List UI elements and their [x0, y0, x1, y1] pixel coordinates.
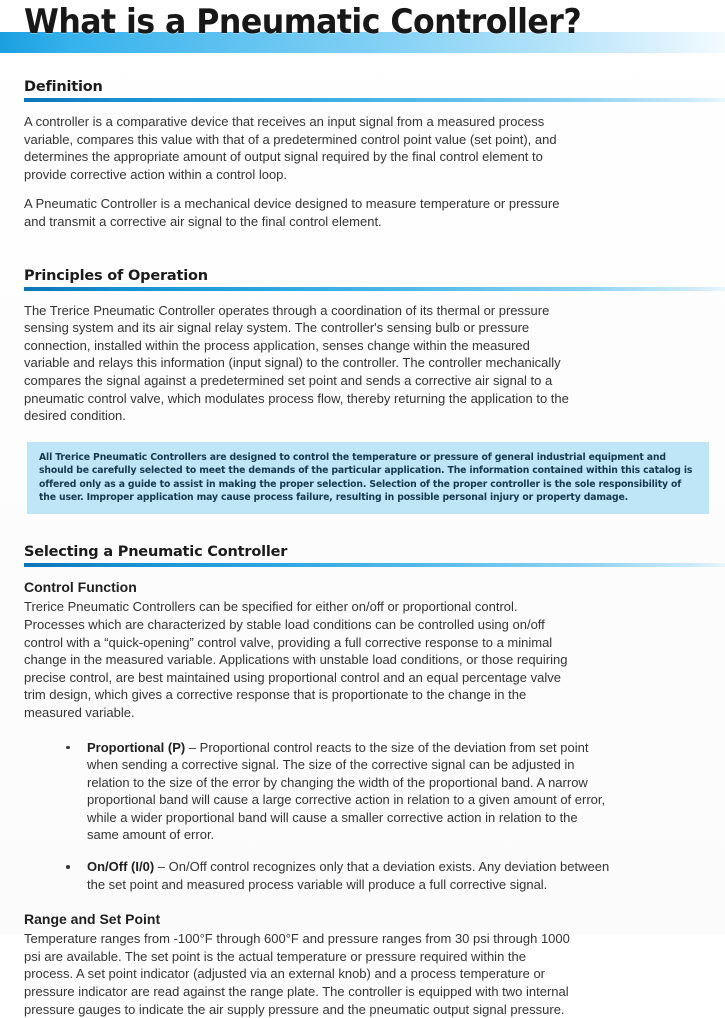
definition-paragraph-2: A Pneumatic Controller is a mechanical device designed to measure temperature or pressure and transmit a corrective air signal to the final control element.: [24, 196, 560, 229]
list-item: [64, 858, 611, 893]
notice-text: All Trerice Pneumatic Controllers are designed to control the temperature or pressure of general industrial equipment and should be carefully selected to meet the demands of the particular application. The information contained within this catalog is offered only as a guide to assist in making the proper selection. Selection of the proper controller is the sole responsibility of the user. Improper application may cause process failure, resulting in possible personal injury or property damage.: [39, 451, 693, 503]
notice-callout-box: [27, 442, 709, 515]
principles-paragraph-1: The Trerice Pneumatic Controller operates through a coordination of its thermal or pressure sensing system and its air signal relay system. The controller's sensing bulb or pressure connection, installed within the process application, senses change within the measured variable and relays this information (input signal) to the controller. The controller mechanically compares the signal against a predetermined set point and sends a corrective air signal to a pneumatic control valve, which modulates process flow, thereby returning the application to the desired condition.: [24, 302, 569, 424]
spacer: [24, 425, 711, 442]
spacer: [24, 102, 711, 113]
spacer: [24, 62, 711, 79]
bullet-text: – Proportional control reacts to the size of the deviation from set point when sending a corrective signal. The size of the corrective signal can be adjusted in relation to the size of the error by changing the width of the proportional band. A narrow proportional band will cause a large corrective action in relation to a given amount of error, while a wider proportional band will cause a smaller corrective action in relation to the same amount of error.: [87, 739, 606, 843]
bullet-dot-icon: [66, 746, 70, 750]
control-function-paragraph: Trerice Pneumatic Controllers can be specified for either on/off or proportional control. Processes which are characterized by stable load conditions can be controlled using on/off control with a “quick-opening” control valve, providing a full corrective response to a minimal change in the measured variable. Applications with unstable load conditions, or those requiring precise control, are best maintained using proportional control and an equal percentage valve trim design, which gives a corrective response that is proportionate to the change in the measured variable.: [24, 599, 568, 720]
spacer: [24, 722, 711, 739]
spacer: [24, 231, 711, 268]
document-content: [0, 62, 725, 1018]
section-heading-principles: Principles of Operation: [24, 267, 208, 284]
definition-paragraph-1: A controller is a comparative device that receives an input signal from a measured process variable, compares this value with that of a predetermined control point value (set point), and determines the appropriate amount of output signal required by the final control element to provide corrective action within a control loop.: [24, 114, 557, 182]
control-function-bullet-list: [24, 739, 711, 894]
page-masthead: [0, 0, 725, 62]
spacer: [24, 567, 711, 578]
spacer: [24, 291, 711, 302]
bullet-term: On/Off (I/0): [87, 859, 155, 875]
page-title: What is a Pneumatic Controller?: [24, 2, 582, 42]
subheading-range-and-set-point: Range and Set Point: [24, 911, 161, 928]
section-heading-definition: Definition: [24, 79, 103, 95]
spacer: [24, 514, 711, 544]
bullet-term: Proportional (P): [87, 739, 186, 755]
list-item: [64, 739, 611, 845]
bullet-text: – On/Off control recognizes only that a deviation exists. Any deviation between the set point and measured process variable will produce a full corrective signal.: [87, 859, 610, 892]
section-heading-selecting: Selecting a Pneumatic Controller: [24, 544, 288, 561]
range-and-set-point-paragraph: Temperature ranges from -100°F through 600°F and pressure ranges from 30 psi through 1000 psi are available. The set point is the actual temperature or pressure required within the process. A set point indicator (adjusted via an external knob) and a process temperature or pressure indicator are read against the range plate. The controller is equipped with two internal pressure gauges to indicate the air supply pressure and the pneumatic output signal pressure.: [24, 931, 570, 1017]
spacer: [24, 893, 711, 910]
bullet-dot-icon: [66, 865, 70, 869]
subheading-control-function: Control Function: [24, 579, 137, 596]
